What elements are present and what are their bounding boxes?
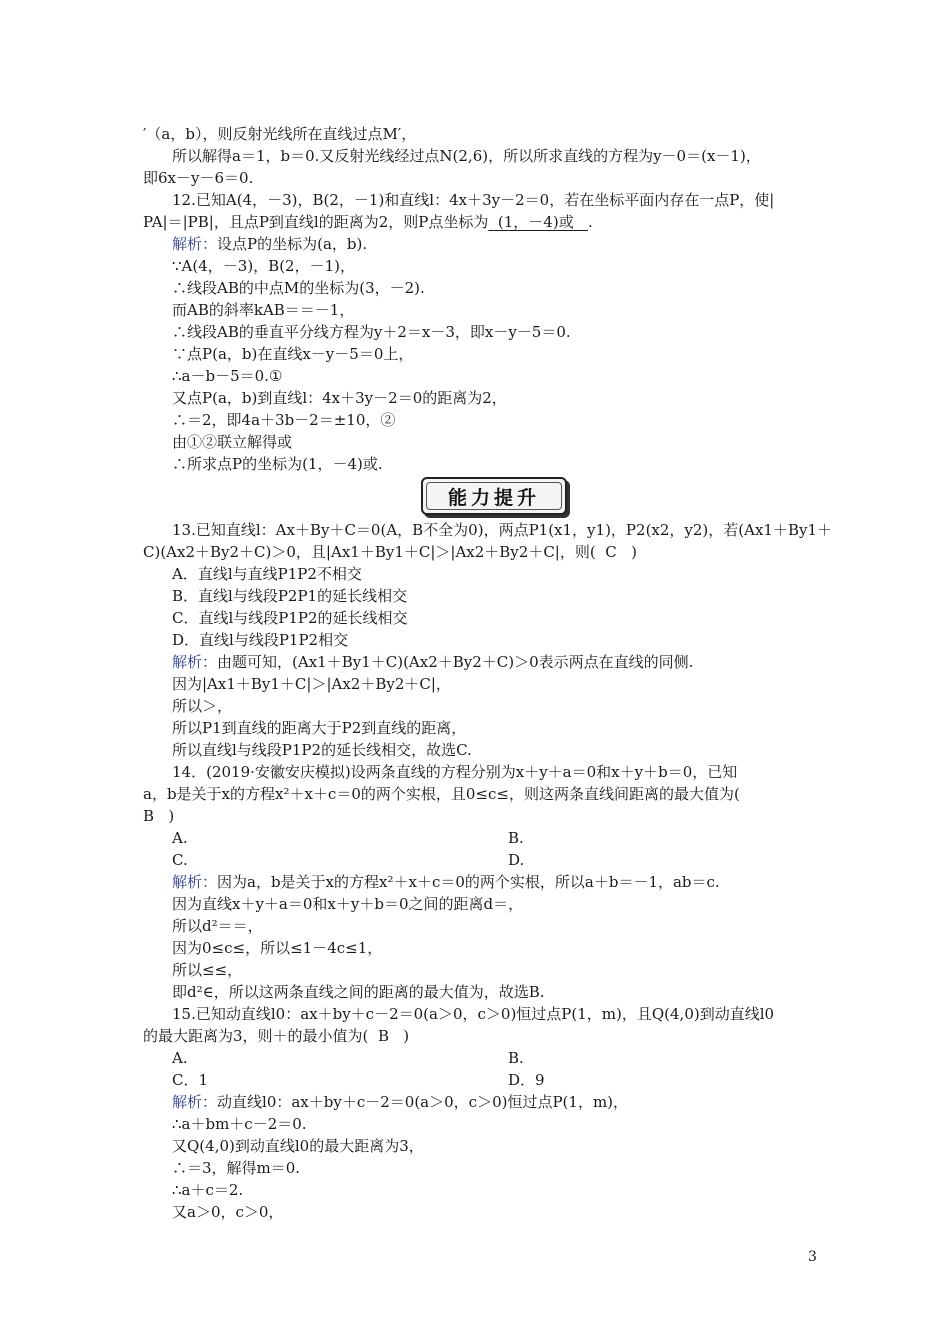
text-line: 所以解得a＝1，b＝0.又反射光线经过点N(2,6)，所以所求直线的方程为y－0＝(x－1)， xyxy=(172,147,761,165)
question-12-line: PA|＝|PB|，且点P到直线l的距离为2，则P点坐标为 (1，－4)或 . xyxy=(143,213,593,231)
solution-line: 所以＞， xyxy=(172,697,233,715)
solution-line: 由①②联立解得或 xyxy=(172,433,293,451)
solution-line: ∴a＋bm＋c－2＝0. xyxy=(172,1115,307,1133)
question-text: PA|＝|PB|，且点P到直线l的距离为2，则P点坐标为 xyxy=(143,213,489,231)
solution-line: 所以P1到直线的距离大于P2到直线的距离， xyxy=(172,719,467,737)
section-banner-title: 能力提升 xyxy=(426,482,562,510)
option-d: D．直线l与线段P1P2相交 xyxy=(172,631,349,649)
close-paren: ) xyxy=(168,807,175,825)
solution-line: ∴线段AB的垂直平分线方程为y＋2＝x－3，即x－y－5＝0. xyxy=(172,323,571,341)
solution-line: 又a＞0，c＞0， xyxy=(172,1203,284,1221)
question-15-line: 15.已知动直线l0：ax＋by＋c－2＝0(a＞0，c＞0)恒过点P(1，m)，且Q(4,0)到动直线l0 xyxy=(172,1005,775,1023)
question-text: C)(Ax2＋By2＋C)＞0，且|Ax1＋By1＋C|＞|Ax2＋By2＋C|，则( xyxy=(143,543,596,561)
solution-line: 又点P(a，b)到直线l：4x＋3y－2＝0的距离为2， xyxy=(172,389,507,407)
solution-line: ∴a＋c＝2. xyxy=(172,1181,244,1199)
solution-text: 因为a，b是关于x的方程x²＋x＋c＝0的两个实根，所以a＋b＝－1，ab＝c. xyxy=(217,873,720,891)
question-text: 的最大距离为3，则＋的最小值为( xyxy=(143,1027,369,1045)
option-b: B. xyxy=(508,1049,524,1067)
solution-line: 又Q(4,0)到动直线l0的最大距离为3， xyxy=(172,1137,424,1155)
option-c: C．1 xyxy=(172,1071,209,1089)
question-14-answer xyxy=(143,806,174,828)
option-b: B．直线l与线段P2P1的延长线相交 xyxy=(172,587,408,605)
solution-line: ∵A(4，－3)，B(2，－1)， xyxy=(172,257,355,275)
solution-text: 由题可知，(Ax1＋By1＋C)(Ax2＋By2＋C)＞0表示两点在直线的同侧. xyxy=(217,653,694,671)
solution-line: 而AB的斜率kAB＝＝－1， xyxy=(172,301,355,319)
answer-text: B xyxy=(377,1027,389,1045)
solution-line: 所以d²＝＝， xyxy=(172,917,263,935)
question-14-line: a，b是关于x的方程x²＋x＋c＝0的两个实根，且0≤c≤，则这两条直线间距离的最大值为( xyxy=(143,785,740,803)
question-13-line: 13.已知直线l：Ax＋By＋C＝0(A，B不全为0)，两点P1(x1，y1)，P2(x2，y2)，若(Ax1＋By1＋ xyxy=(172,521,833,539)
answer-text: (1，－4)或 xyxy=(497,213,574,231)
solution-line: 即d²∈，所以这两条直线之间的距离的最大值为，故选B. xyxy=(172,983,545,1001)
option-d: D．9 xyxy=(508,1071,545,1089)
solution-text: 动直线l0：ax＋by＋c－2＝0(a＞0，c＞0)恒过点P(1，m)， xyxy=(217,1093,629,1111)
solution-line: 因为0≤c≤，所以≤1－4c≤1， xyxy=(172,939,383,957)
solution-line xyxy=(172,652,693,674)
question-14-line: 14．(2019·安徽安庆模拟)设两条直线的方程分别为x＋y＋a＝0和x＋y＋b＝0，已知 xyxy=(172,763,738,781)
solution-line: 所以直线l与线段P1P2的延长线相交，故选C. xyxy=(172,741,472,759)
solution-line: 因为直线x＋y＋a＝0和x＋y＋b＝0之间的距离d＝， xyxy=(172,895,524,913)
text-line: 即6x－y－6＝0. xyxy=(143,169,254,187)
solution-line: ∴＝3，解得m＝0. xyxy=(172,1159,301,1177)
solution-line xyxy=(172,1092,628,1114)
solution-line: ∴a－b－5＝0.① xyxy=(172,367,283,385)
question-13-line xyxy=(143,542,637,564)
solution-line: ∴线段AB的中点M的坐标为(3，－2). xyxy=(172,279,425,297)
option-b: B. xyxy=(508,829,524,847)
section-banner xyxy=(421,477,567,515)
solution-line: 因为|Ax1＋By1＋C|＞|Ax2＋By2＋C|， xyxy=(172,675,451,693)
option-a: A．直线l与直线P1P2不相交 xyxy=(172,565,362,583)
text-line: ′（a，b），则反射光线所在直线过点M′， xyxy=(143,125,417,143)
solution-line xyxy=(172,234,367,256)
solution-line: ∴＝2，即4a＋3b－2＝±10，② xyxy=(172,411,396,429)
option-d: D. xyxy=(508,851,525,869)
solution-line: ∵点P(a，b)在直线x－y－5＝0上， xyxy=(172,345,414,363)
option-c: C．直线l与线段P1P2的延长线相交 xyxy=(172,609,408,627)
answer-text: C xyxy=(605,543,617,561)
question-15-line xyxy=(143,1026,409,1048)
solution-label: 解析： xyxy=(172,235,218,253)
close-paren: ) xyxy=(403,1027,410,1045)
answer-blank xyxy=(488,213,588,231)
answer-text: B xyxy=(143,807,155,825)
solution-label: 解析： xyxy=(172,1093,218,1111)
option-a: A. xyxy=(172,829,188,847)
page-number: 3 xyxy=(808,1249,817,1265)
option-c: C. xyxy=(172,851,188,869)
solution-line: ∴所求点P的坐标为(1，－4)或. xyxy=(172,455,383,473)
close-paren: ) xyxy=(631,543,637,561)
solution-line xyxy=(172,872,720,894)
solution-text: 设点P的坐标为(a，b). xyxy=(217,235,368,253)
option-a: A. xyxy=(172,1049,188,1067)
solution-label: 解析： xyxy=(172,653,218,671)
solution-line: 所以≤≤， xyxy=(172,961,243,979)
question-12-line: 12.已知A(4，－3)，B(2，－1)和直线l：4x＋3y－2＝0，若在坐标平面内存在一点P，使| xyxy=(172,191,775,209)
solution-label: 解析： xyxy=(172,873,218,891)
